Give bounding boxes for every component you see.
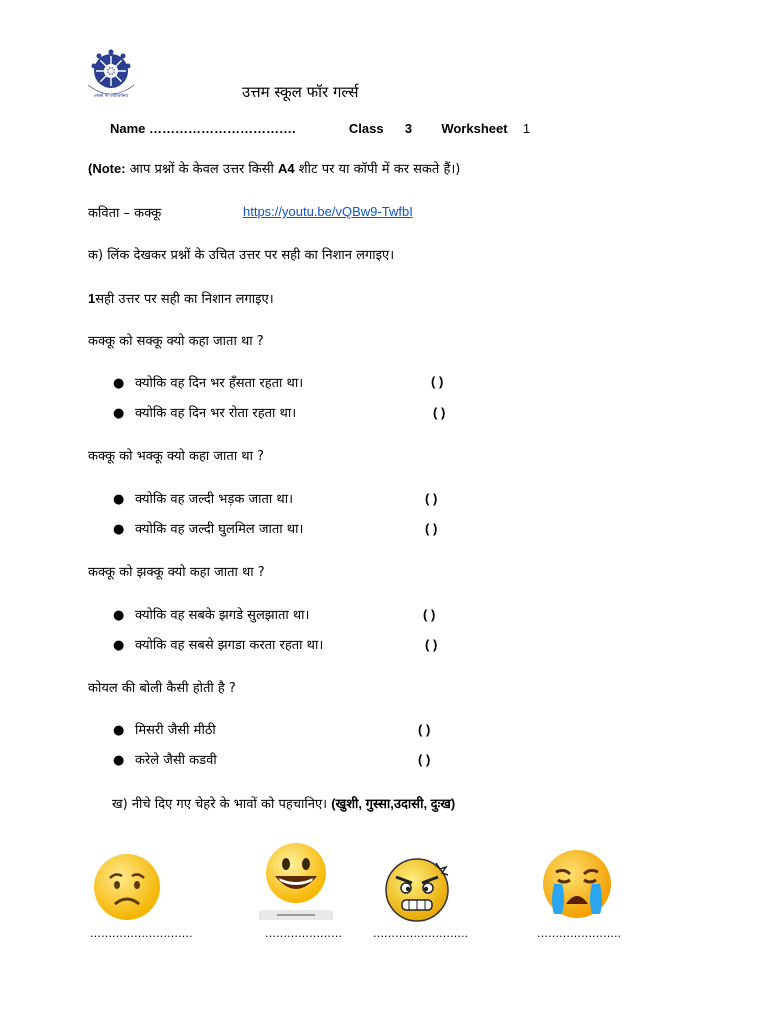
answer-blank[interactable]: …………………….. [373,927,468,940]
question-text: कक्कू को भक्कू क्यो कहा जाता था ? [88,449,265,464]
smiling-face-icon [255,840,337,926]
section-kha-text: ख) नीचे दिए गए चेहरे के भावों को पहचानिए। [112,797,332,812]
option-text: क्योकि वह जल्दी घुलमिल जाता था। [135,522,304,537]
option-item: ● क्योकि वह सबके झगडे सुलझाता था। [113,608,310,623]
instruction-1 [88,289,274,307]
logo-caption: तमसो मा ज्योतिर्गमय [93,94,129,99]
option-text: क्योकि वह दिन भर रोता रहता था। [135,406,297,421]
note-a4: A4 [278,161,295,176]
note-line [88,159,460,177]
option-text: क्योकि वह सबसे झगडा करता रहता था। [135,638,324,653]
option-item: ● क्योकि वह दिन भर हँसता रहता था। [113,376,304,391]
answer-bracket[interactable]: ( ) [425,491,438,506]
option-item: ● क्योकि वह दिन भर रोता रहता था। [113,406,297,421]
worksheet-number: 1 [522,121,531,136]
poem-label: कविता – कक्कू [88,206,162,221]
section-ka-heading: क) लिंक देखकर प्रश्नों के उचित उत्तर पर सही का निशान लगाइए। [88,248,395,263]
worksheet-label: Worksheet [441,121,508,136]
class-label: Class [348,121,384,136]
class-value: 3 [404,121,413,136]
worried-face-icon [90,852,164,926]
answer-blank[interactable]: ………………………. [90,927,193,940]
note-text: आप प्रश्नों के केवल उत्तर किसी [125,162,279,177]
section-kha-heading [112,794,455,812]
question-text: कोयल की बोली कैसी होती है ? [88,681,236,696]
option-text: करेले जैसी कडवी [135,753,217,768]
crying-face-icon [540,848,614,924]
video-link[interactable]: https://youtu.be/vQBw9-TwfbI [243,204,413,219]
option-text: क्योकि वह सबके झगडे सुलझाता था। [135,608,310,623]
name-field[interactable]: Name ……………………………. [110,121,296,136]
option-item: ● क्योकि वह जल्दी भड़क जाता था। [113,492,293,507]
option-text: क्योकि वह दिन भर हँसता रहता था। [135,376,304,391]
option-item: ● करेले जैसी कडवी [113,753,217,768]
answer-blank[interactable]: ………………….. [537,927,621,940]
option-item: ● मिसरी जैसी मीठी [113,723,216,738]
answer-blank[interactable]: ………………… [265,927,342,940]
instruction-text: सही उत्तर पर सही का निशान लगाइए। [95,292,274,307]
answer-bracket[interactable]: ( ) [425,637,438,652]
option-item: ● क्योकि वह जल्दी घुलमिल जाता था। [113,522,304,537]
option-text: मिसरी जैसी मीठी [135,723,216,738]
section-kha-options: (खुशी, गुस्सा,उदासी, दुःख) [331,796,456,811]
answer-bracket[interactable]: ( ) [433,405,446,420]
school-name: उत्तम स्कूल फॉर गर्ल्स [242,83,359,101]
option-item: ● क्योकि वह सबसे झगडा करता रहता था। [113,638,324,653]
worksheet-header [110,121,530,136]
note-prefix: (Note: [88,161,126,176]
question-text: कक्कू को सक्कू क्यो कहा जाता था ? [88,334,264,349]
answer-bracket[interactable]: ( ) [418,752,431,767]
note-suffix: शीट पर या कॉपी में कर सकते हैं।) [294,162,461,177]
answer-bracket[interactable]: ( ) [423,607,436,622]
instruction-number: 1 [88,291,96,306]
answer-bracket[interactable]: ( ) [418,722,431,737]
school-logo [82,45,140,103]
question-text: कक्कू को झक्कू क्यो कहा जाता था ? [88,565,265,580]
answer-bracket[interactable]: ( ) [425,521,438,536]
answer-bracket[interactable]: ( ) [431,374,444,389]
angry-face-icon [382,855,456,929]
option-text: क्योकि वह जल्दी भड़क जाता था। [135,492,293,507]
